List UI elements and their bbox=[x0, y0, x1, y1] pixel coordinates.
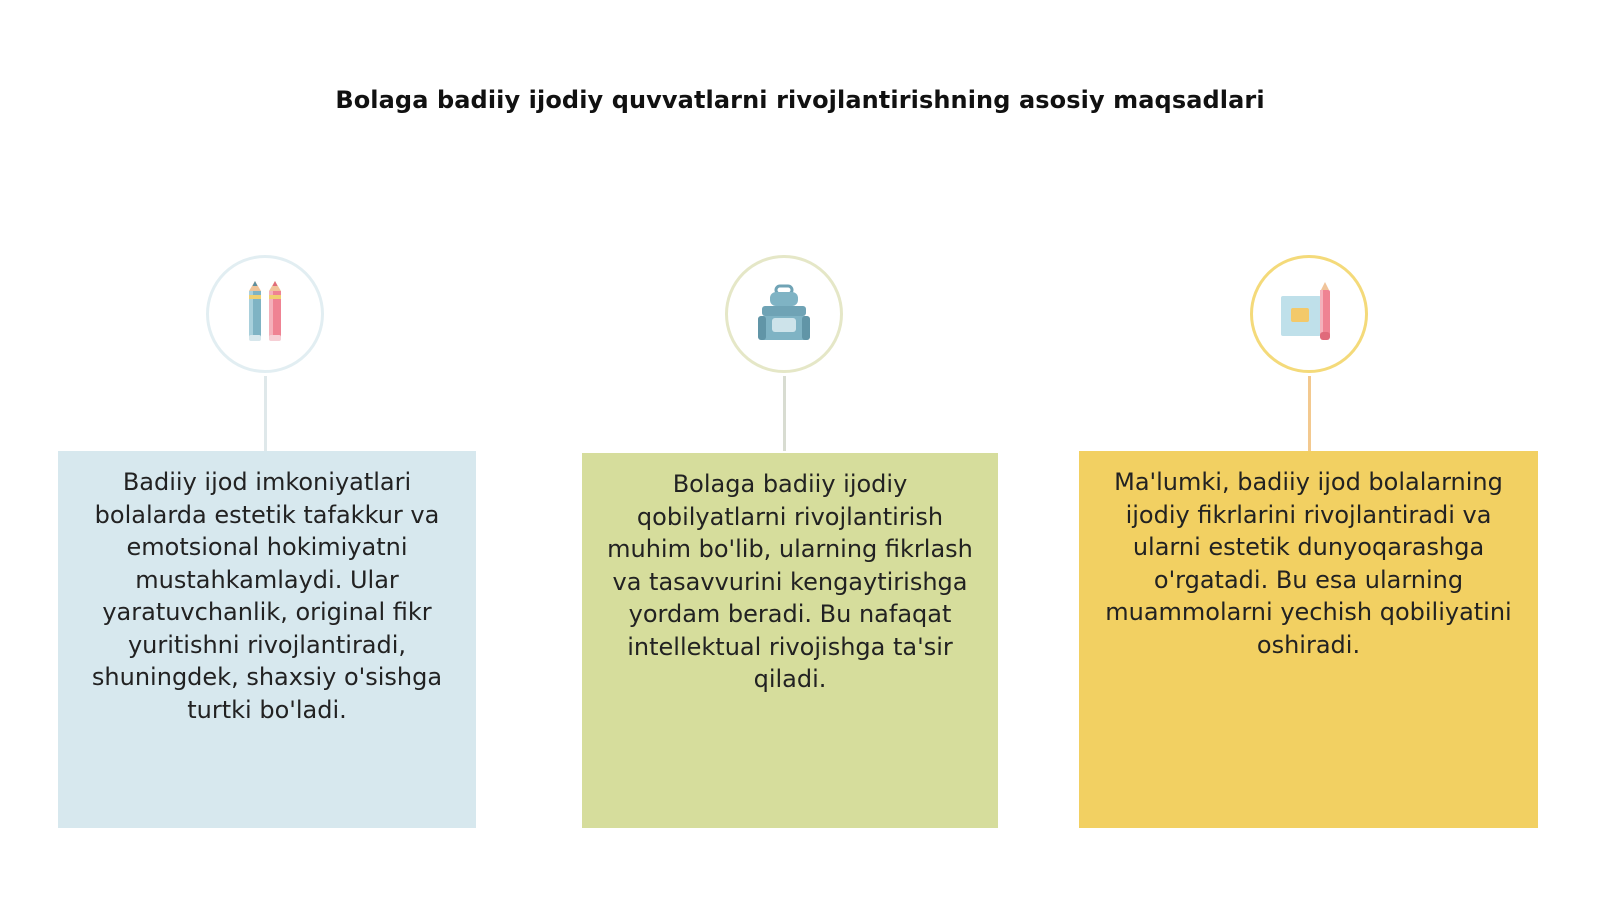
goal-card-2 bbox=[582, 453, 998, 828]
connector-line-3 bbox=[1308, 376, 1311, 451]
icon-badge-3 bbox=[1250, 255, 1368, 373]
goal-card-2-text: Bolaga badiiy ijodiy qobilyatlarni rivojlantirish muhim bo'lib, ularning fikrlash va tasavvurini kengaytirishga yordam beradi. Bu nafaqat intellektual rivojishga ta'sir qiladi. bbox=[607, 470, 973, 693]
pencils-icon bbox=[235, 279, 295, 349]
icon-badge-2 bbox=[725, 255, 843, 373]
connector-line-2 bbox=[783, 376, 786, 451]
drawing-pencil-icon bbox=[1277, 282, 1341, 346]
goal-card-3 bbox=[1079, 451, 1538, 828]
icon-badge-1 bbox=[206, 255, 324, 373]
connector-line-1 bbox=[264, 376, 267, 451]
goal-card-1-text: Badiiy ijod imkoniyatlari bolalarda estetik tafakkur va emotsional hokimiyatni mustahkamlaydi. Ular yaratuvchanlik, original fikr yuritishni rivojlantiradi, shuningdek, shaxsiy o'sishga turtki bo'ladi. bbox=[91, 468, 443, 724]
backpack-icon bbox=[752, 282, 816, 346]
page-title: Bolaga badiiy ijodiy quvvatlarni rivojlantirishning asosiy maqsadlari bbox=[335, 86, 1265, 114]
goal-card-1 bbox=[58, 451, 476, 828]
goal-card-3-text: Ma'lumki, badiiy ijod bolalarning ijodiy fikrlarini rivojlantiradi va ularni estetik dunyoqarashga o'rgatadi. Bu esa ularning muammolarni yechish qobiliyatini oshiradi. bbox=[1105, 468, 1512, 659]
